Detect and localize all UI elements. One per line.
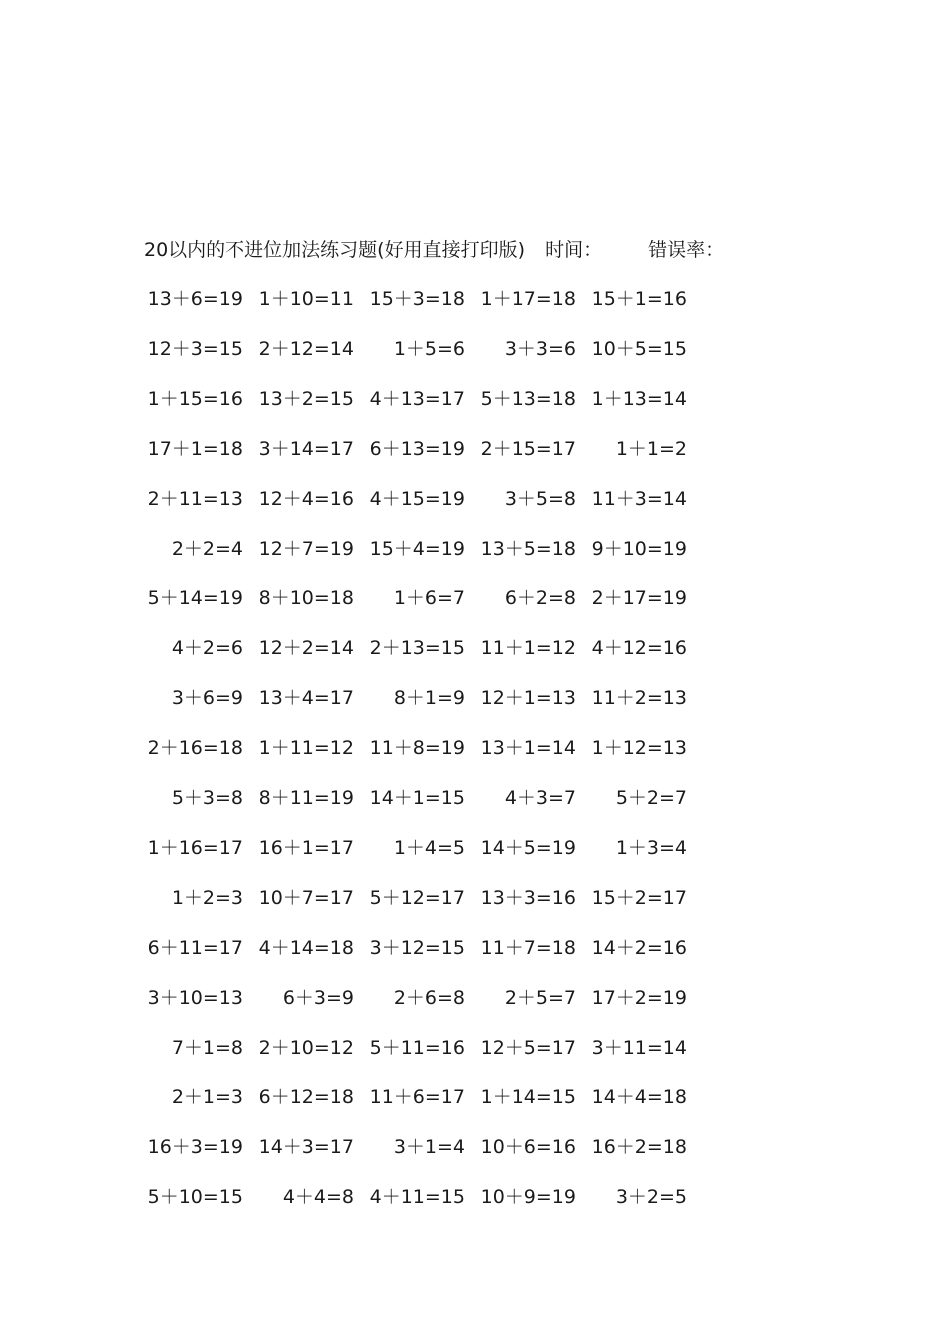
- problem-row: [0, 534, 950, 564]
- worksheet-title: 20以内的不进位加法练习题(好用直接打印版): [144, 239, 526, 261]
- problem-cell: 1＋15=16: [147, 387, 243, 410]
- problem-cell: 1＋16=17: [147, 836, 243, 859]
- problem-cell: 10＋5=15: [591, 337, 687, 360]
- problem-cell: 12＋5=17: [480, 1036, 576, 1059]
- problem-row: [0, 683, 950, 713]
- problem-cell: 11＋2=13: [591, 687, 687, 710]
- problem-row: [0, 384, 950, 414]
- problem-cell: 11＋3=14: [591, 487, 687, 510]
- problem-cell: 11＋1=12: [480, 637, 576, 660]
- problem-cell: 12＋7=19: [258, 537, 354, 560]
- problem-cell: 14＋1=15: [369, 787, 465, 809]
- problem-cell: 15＋3=18: [369, 288, 465, 310]
- problem-cell: 12＋4=16: [258, 487, 354, 510]
- problem-cell: 14＋4=18: [591, 1086, 687, 1109]
- problem-cell: 5＋10=15: [147, 1186, 243, 1209]
- problem-row: [0, 284, 950, 314]
- problem-cell: 11＋6=17: [369, 1086, 465, 1109]
- problem-cell: 13＋2=15: [258, 387, 354, 410]
- problem-cell: 14＋3=17: [258, 1136, 354, 1159]
- problem-cell: 13＋5=18: [480, 537, 576, 560]
- problem-row: [0, 1182, 950, 1212]
- problem-cell: 6＋2=8: [504, 587, 576, 610]
- problem-cell: 8＋11=19: [258, 787, 354, 809]
- problem-cell: 1＋12=13: [591, 737, 687, 760]
- problem-cell: 1＋17=18: [480, 288, 576, 310]
- problem-cell: 11＋8=19: [369, 737, 465, 760]
- problem-cell: 2＋17=19: [591, 587, 687, 610]
- problem-cell: 1＋11=12: [258, 737, 354, 760]
- problem-cell: 15＋4=19: [369, 537, 465, 560]
- problem-cell: 5＋14=19: [147, 587, 243, 610]
- problem-cell: 13＋4=17: [258, 687, 354, 710]
- problem-row: [0, 1132, 950, 1162]
- problem-cell: 6＋11=17: [147, 936, 243, 959]
- problem-cell: 16＋1=17: [258, 836, 354, 859]
- problem-cell: 3＋14=17: [258, 437, 354, 460]
- problem-cell: 6＋13=19: [369, 437, 465, 460]
- problem-cell: 1＋6=7: [393, 587, 465, 610]
- problem-cell: 4＋11=15: [369, 1186, 465, 1209]
- problem-cell: 3＋10=13: [147, 986, 243, 1009]
- problem-cell: 10＋7=17: [258, 886, 354, 909]
- problem-cell: 3＋5=8: [504, 487, 576, 510]
- problem-cell: 2＋10=12: [258, 1036, 354, 1059]
- problem-cell: 3＋12=15: [369, 936, 465, 959]
- problem-row: [0, 434, 950, 464]
- problem-cell: 2＋13=15: [369, 637, 465, 660]
- problem-cell: 1＋14=15: [480, 1086, 576, 1109]
- problem-row: [0, 833, 950, 863]
- problem-cell: 12＋2=14: [258, 637, 354, 660]
- problem-cell: 12＋3=15: [147, 337, 243, 360]
- problem-row: [0, 983, 950, 1013]
- problem-cell: 5＋12=17: [369, 886, 465, 909]
- problem-cell: 1＋5=6: [393, 337, 465, 360]
- problem-cell: 3＋2=5: [615, 1186, 687, 1209]
- problem-cell: 1＋3=4: [615, 836, 687, 859]
- problem-cell: 2＋2=4: [171, 537, 243, 560]
- problem-cell: 1＋10=11: [258, 288, 354, 310]
- problem-cell: 3＋3=6: [504, 337, 576, 360]
- problem-cell: 5＋13=18: [480, 387, 576, 410]
- problem-cell: 10＋6=16: [480, 1136, 576, 1159]
- problem-cell: 1＋13=14: [591, 387, 687, 410]
- problem-cell: 6＋3=9: [282, 986, 354, 1009]
- problem-cell: 17＋2=19: [591, 986, 687, 1009]
- problem-cell: 1＋2=3: [171, 886, 243, 909]
- problem-row: [0, 933, 950, 963]
- problem-cell: 16＋3=19: [147, 1136, 243, 1159]
- problem-cell: 4＋13=17: [369, 387, 465, 410]
- problem-cell: 16＋2=18: [591, 1136, 687, 1159]
- problem-cell: 1＋4=5: [393, 836, 465, 859]
- problem-row: [0, 883, 950, 913]
- problem-row: [0, 783, 950, 813]
- problem-row: [0, 583, 950, 613]
- problem-cell: 9＋10=19: [591, 537, 687, 560]
- problem-cell: 2＋6=8: [393, 986, 465, 1009]
- problem-cell: 7＋1=8: [171, 1036, 243, 1059]
- problem-cell: 3＋11=14: [591, 1036, 687, 1059]
- problem-cell: 15＋1=16: [591, 288, 687, 310]
- problem-cell: 1＋1=2: [615, 437, 687, 460]
- problem-row: [0, 633, 950, 663]
- problem-cell: 3＋6=9: [171, 687, 243, 710]
- problem-cell: 3＋1=4: [393, 1136, 465, 1159]
- time-label: 时间：: [545, 239, 603, 261]
- worksheet-header: [144, 236, 724, 264]
- problem-cell: 5＋3=8: [171, 787, 243, 809]
- problem-row: [0, 1033, 950, 1063]
- problem-row: [0, 484, 950, 514]
- problem-cell: 13＋3=16: [480, 886, 576, 909]
- problem-row: [0, 334, 950, 364]
- problem-cell: 2＋5=7: [504, 986, 576, 1009]
- problem-cell: 11＋7=18: [480, 936, 576, 959]
- problem-cell: 2＋1=3: [171, 1086, 243, 1109]
- problem-cell: 2＋16=18: [147, 737, 243, 760]
- problem-row: [0, 1082, 950, 1112]
- error-rate-label: 错误率：: [648, 239, 725, 261]
- problem-cell: 5＋11=16: [369, 1036, 465, 1059]
- problem-cell: 17＋1=18: [147, 437, 243, 460]
- problem-cell: 2＋15=17: [480, 437, 576, 460]
- problem-cell: 4＋3=7: [504, 787, 576, 809]
- problem-cell: 14＋5=19: [480, 836, 576, 859]
- problem-cell: 4＋4=8: [282, 1186, 354, 1209]
- problem-cell: 5＋2=7: [615, 787, 687, 809]
- problem-cell: 6＋12=18: [258, 1086, 354, 1109]
- problem-cell: 10＋9=19: [480, 1186, 576, 1209]
- problem-cell: 4＋12=16: [591, 637, 687, 660]
- problem-cell: 8＋1=9: [393, 687, 465, 710]
- problem-cell: 12＋1=13: [480, 687, 576, 710]
- problem-cell: 2＋12=14: [258, 337, 354, 360]
- problem-cell: 8＋10=18: [258, 587, 354, 610]
- problem-cell: 13＋6=19: [147, 288, 243, 310]
- problem-cell: 4＋15=19: [369, 487, 465, 510]
- problem-cell: 2＋11=13: [147, 487, 243, 510]
- problem-cell: 14＋2=16: [591, 936, 687, 959]
- problem-cell: 4＋2=6: [171, 637, 243, 660]
- problem-cell: 13＋1=14: [480, 737, 576, 760]
- problem-row: [0, 733, 950, 763]
- problem-cell: 4＋14=18: [258, 936, 354, 959]
- problem-cell: 15＋2=17: [591, 886, 687, 909]
